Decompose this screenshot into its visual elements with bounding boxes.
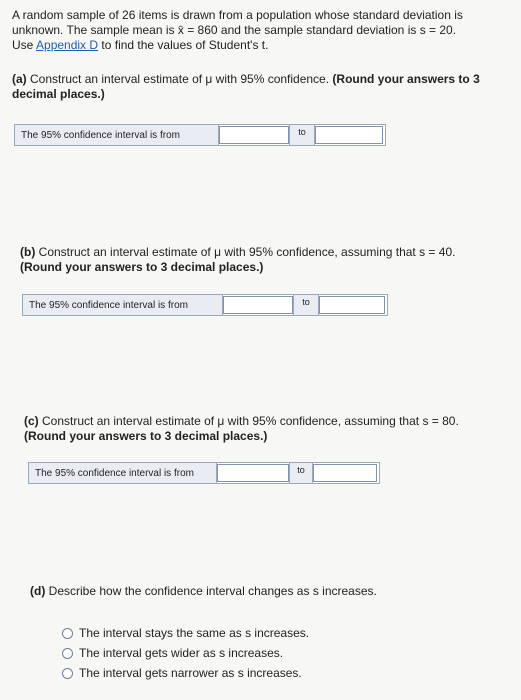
part-b-question xyxy=(20,245,490,275)
part-b-instruction: (Round your answers to 3 decimal places.) xyxy=(20,260,264,274)
part-c-text: Construct an interval estimate of μ with 95% confidence, assuming that s = 80. xyxy=(38,414,459,428)
part-c-question xyxy=(24,414,494,444)
answer-c-to-label: to xyxy=(289,463,313,483)
radio-button[interactable] xyxy=(62,648,73,659)
part-a-label: (a) xyxy=(12,72,27,86)
option-stays-same-label: The interval stays the same as s increases. xyxy=(79,626,310,640)
intro-line-1: A random sample of 26 items is drawn from a population whose standard deviation is xyxy=(12,8,463,22)
answer-b-lower-input[interactable] xyxy=(223,296,293,314)
part-b-text: Construct an interval estimate of μ with 95% confidence, assuming that s = 40. xyxy=(35,245,456,259)
answer-a-upper-input[interactable] xyxy=(315,126,383,144)
intro-line-3-prefix: Use xyxy=(12,38,37,52)
option-wider-label: The interval gets wider as s increases. xyxy=(79,646,284,660)
part-d-text: Describe how the confidence interval changes as s increases. xyxy=(45,584,377,598)
answer-row-b xyxy=(22,294,388,316)
part-a-question xyxy=(12,72,492,102)
answer-b-upper-input[interactable] xyxy=(319,296,385,314)
option-narrower[interactable] xyxy=(62,666,302,680)
answer-row-a xyxy=(14,124,386,146)
intro-line-3 xyxy=(12,38,507,53)
answer-a-prefix: The 95% confidence interval is from xyxy=(15,125,219,145)
answer-c-prefix: The 95% confidence interval is from xyxy=(29,463,217,483)
part-d-question xyxy=(30,584,490,599)
answer-a-lower-input[interactable] xyxy=(219,126,289,144)
appendix-d-link[interactable]: Appendix D xyxy=(36,38,99,52)
option-wider[interactable] xyxy=(62,646,283,660)
intro-line-2: unknown. The sample mean is x̄ = 860 and the sample standard deviation is s = 20. xyxy=(12,23,457,37)
part-d-label: (d) xyxy=(30,584,46,598)
intro-line-3-suffix: to find the values of Student's t. xyxy=(98,38,269,52)
answer-a-to-label: to xyxy=(289,125,315,145)
answer-row-c xyxy=(28,462,380,484)
part-a-text: Construct an interval estimate of μ with 95% confidence. xyxy=(26,72,333,86)
option-stays-same[interactable] xyxy=(62,626,309,640)
problem-intro xyxy=(12,8,507,53)
answer-c-lower-input[interactable] xyxy=(217,464,289,482)
answer-b-to-label: to xyxy=(293,295,319,315)
part-a-instruction: (Round your answers to 3 decimal places.) xyxy=(12,72,480,101)
radio-button[interactable] xyxy=(62,668,73,679)
radio-button[interactable] xyxy=(62,628,73,639)
option-narrower-label: The interval gets narrower as s increases. xyxy=(79,666,302,680)
answer-b-prefix: The 95% confidence interval is from xyxy=(23,295,223,315)
part-b-label: (b) xyxy=(20,245,36,259)
part-c-instruction: (Round your answers to 3 decimal places.) xyxy=(24,429,268,443)
part-c-label: (c) xyxy=(24,414,39,428)
answer-c-upper-input[interactable] xyxy=(313,464,377,482)
